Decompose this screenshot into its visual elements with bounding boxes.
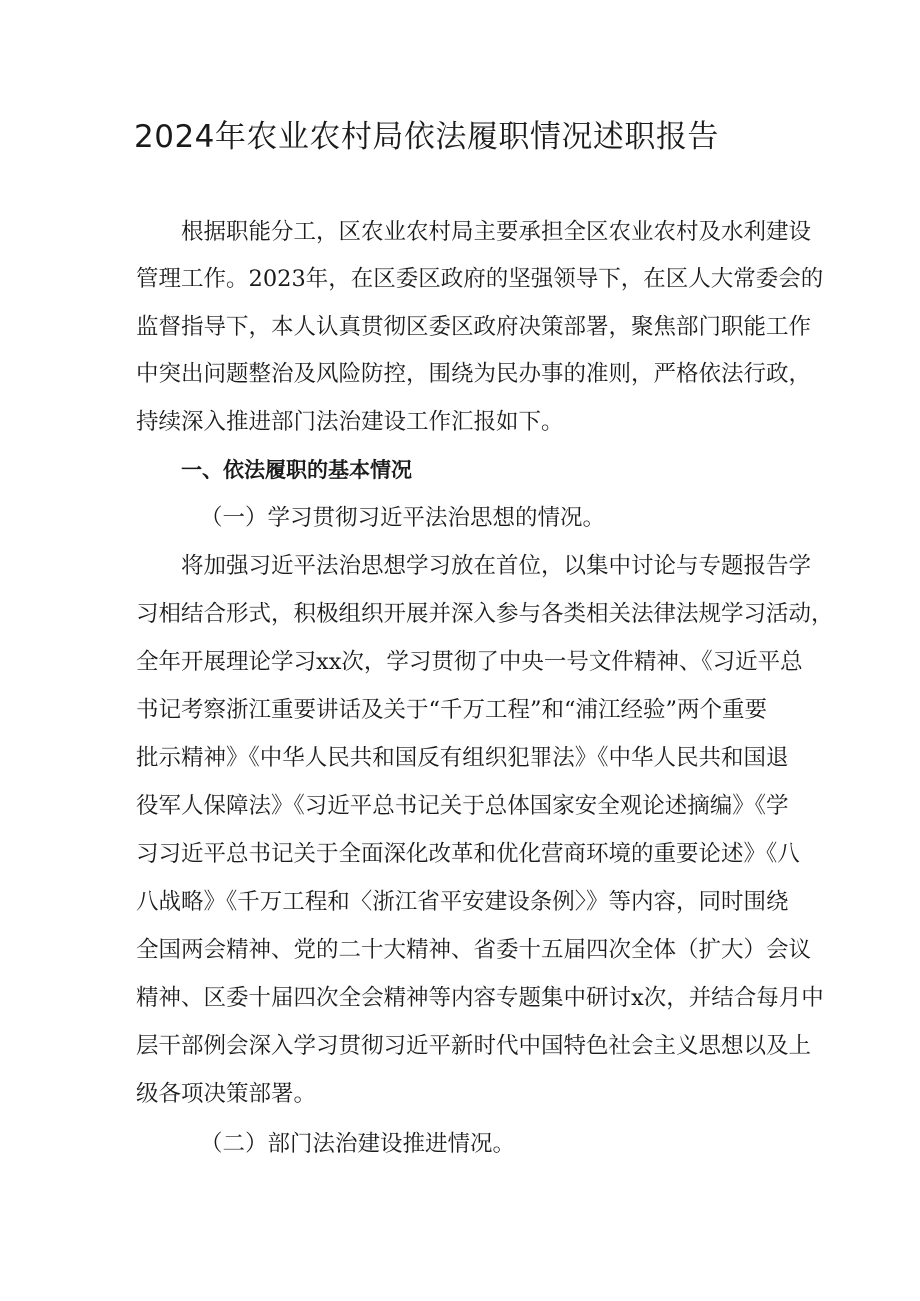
paragraph-line: 级各项决策部署。 (136, 1081, 317, 1107)
subsection-heading: （二）部门法治建设推进情况。 (200, 1131, 516, 1157)
paragraph-line: 层干部例会深入学习贯彻习近平新时代中国特色社会主义思想以及上 (136, 1033, 812, 1059)
section-heading: 一、依法履职的基本情况 (181, 458, 412, 482)
paragraph-line: 书记考察浙江重要讲话及关于“千万工程”和“浦江经验”两个重要 (136, 697, 768, 723)
paragraph-line: 监督指导下，本人认真贯彻区委区政府决策部署，聚焦部门职能工作 (136, 314, 812, 340)
paragraph-line: 管理工作。2023年，在区委区政府的坚强领导下，在区人大常委会的 (136, 266, 824, 292)
paragraph-line: 精神、区委十届四次全会精神等内容专题集中研讨x次，并结合每月中 (136, 985, 824, 1011)
paragraph-line: 中突出问题整治及风险防控，围绕为民办事的准则，严格依法行政， (136, 361, 812, 387)
document-title: 2024年农业农村局依法履职情况述职报告 (134, 119, 719, 155)
paragraph-line: 役军人保障法》《习近平总书记关于总体国家安全观论述摘编》《学 (136, 793, 789, 819)
paragraph-line: 习相结合形式，积极组织开展并深入参与各类相关法律法规学习活动， (136, 601, 834, 627)
subsection-heading: （一）学习贯彻习近平法治思想的情况。 (200, 505, 606, 531)
paragraph-line: 习习近平总书记关于全面深化改革和优化营商环境的重要论述》《八 (136, 841, 800, 867)
paragraph-line: 将加强习近平法治思想学习放在首位，以集中讨论与专题报告学 (181, 553, 812, 579)
paragraph-line: 持续深入推进部门法治建设工作汇报如下。 (136, 409, 564, 435)
paragraph-line: 根据职能分工，区农业农村局主要承担全区农业农村及水利建设 (181, 219, 812, 245)
paragraph-line: 全年开展理论学习xx次，学习贯彻了中央一号文件精神、《习近平总 (136, 649, 803, 675)
paragraph-line: 批示精神》《中华人民共和国反有组织犯罪法》《中华人民共和国退 (136, 745, 789, 771)
paragraph-line: 全国两会精神、党的二十大精神、省委十五届四次全体（扩大）会议 (136, 937, 812, 963)
paragraph-line: 八战略》《千万工程和〈浙江省平安建设条例〉》等内容，同时围绕 (136, 889, 789, 915)
